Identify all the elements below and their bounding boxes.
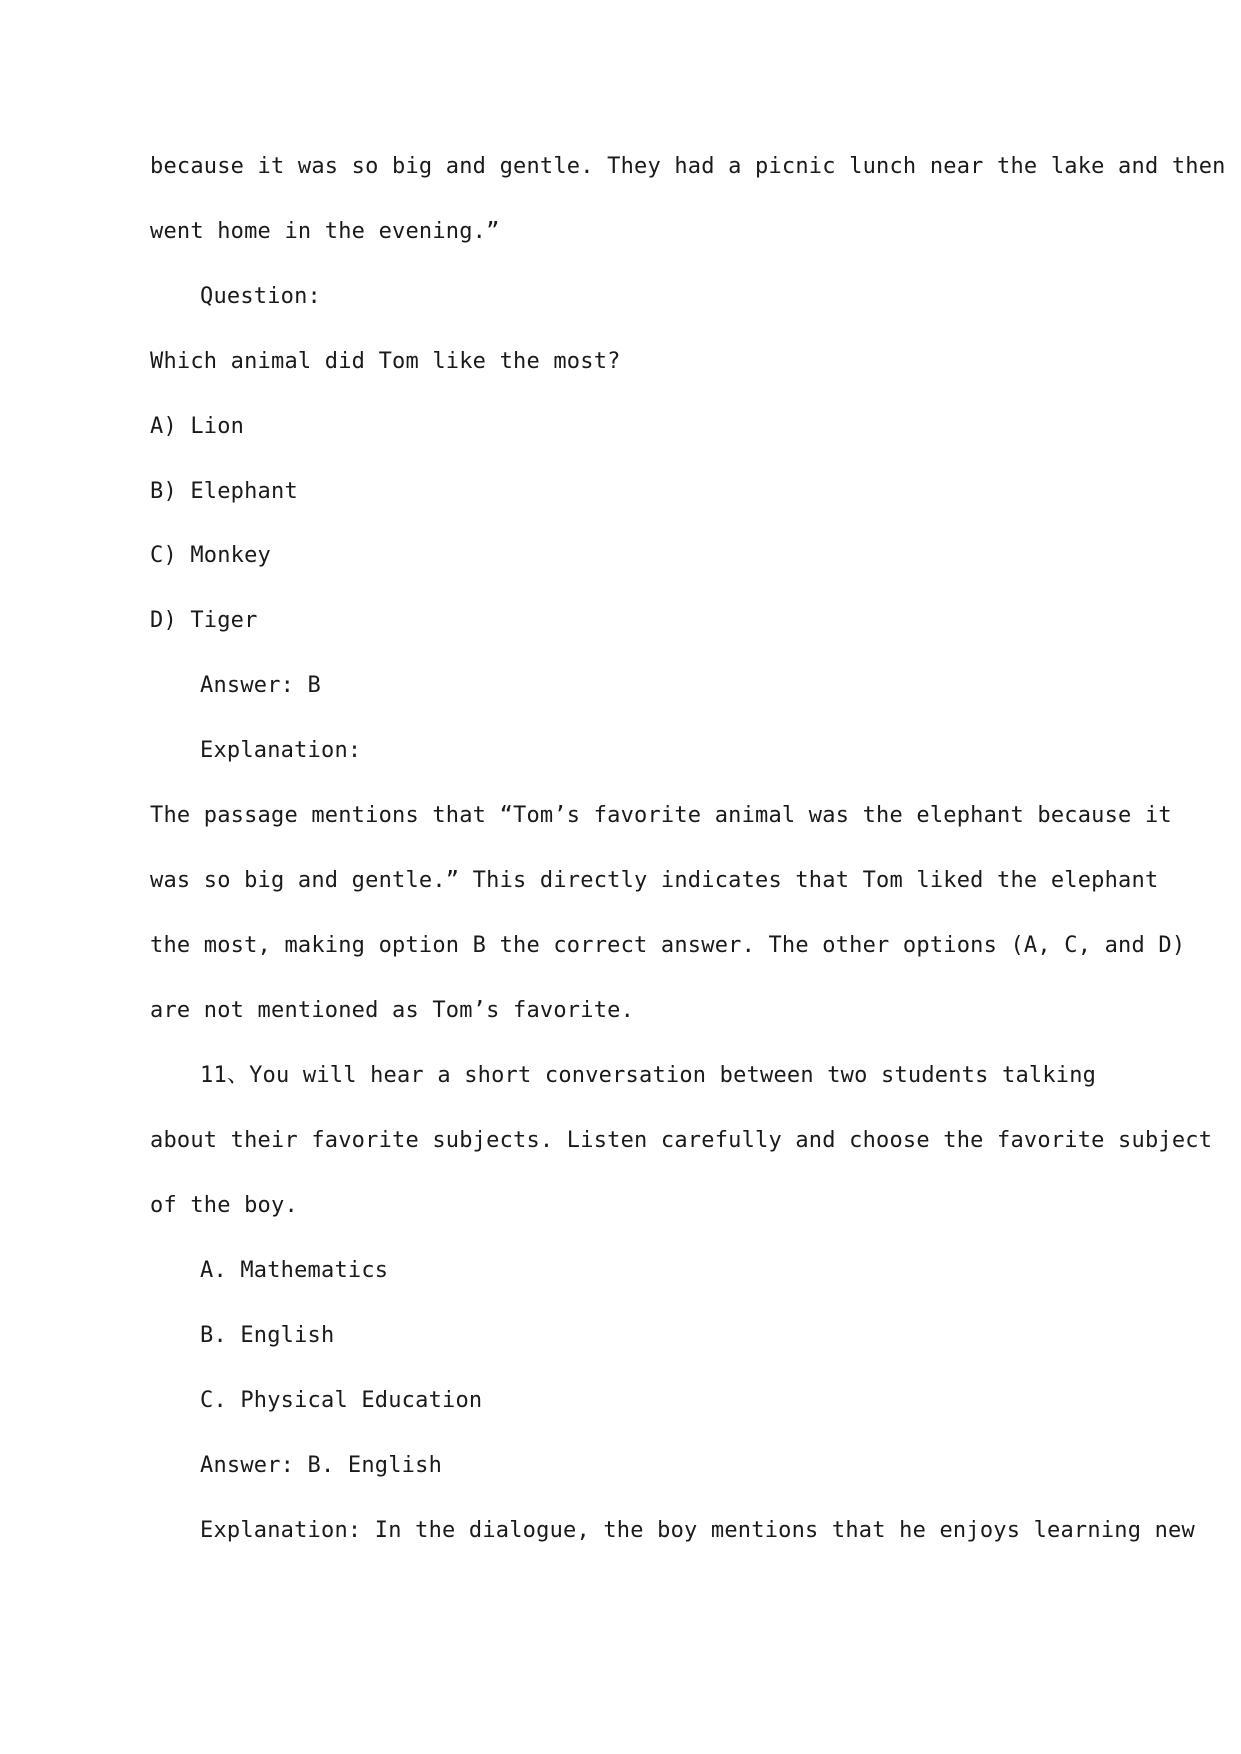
question-11-line: 11、You will hear a short conversation between two students talking [200, 1063, 1097, 1088]
option-c: C) Monkey [150, 543, 272, 568]
option-c: C. Physical Education [200, 1388, 483, 1413]
question-11-line: of the boy. [150, 1193, 298, 1218]
passage-line: because it was so big and gentle. They had a picnic lunch near the lake and then [150, 154, 1226, 179]
option-b: B) Elephant [150, 479, 298, 504]
answer-line: Answer: B [200, 673, 322, 698]
option-d: D) Tiger [150, 608, 258, 633]
answer-line: Answer: B. English [200, 1453, 443, 1478]
option-a: A. Mathematics [200, 1258, 389, 1283]
explanation-line: are not mentioned as Tom’s favorite. [150, 998, 635, 1023]
explanation-heading: Explanation: [200, 738, 362, 763]
explanation-line: the most, making option B the correct answer. The other options (A, C, and D) [150, 933, 1186, 958]
option-b: B. English [200, 1323, 335, 1348]
explanation-line: The passage mentions that “Tom’s favorite animal was the elephant because it [150, 803, 1172, 828]
explanation-line: was so big and gentle.” This directly indicates that Tom liked the elephant [150, 868, 1159, 893]
question-11-line: about their favorite subjects. Listen carefully and choose the favorite subject [150, 1128, 1213, 1153]
explanation-line: Explanation: In the dialogue, the boy mentions that he enjoys learning new [200, 1518, 1195, 1543]
question-heading: Question: [200, 284, 322, 309]
option-a: A) Lion [150, 414, 245, 439]
question-text: Which animal did Tom like the most? [150, 349, 621, 374]
passage-line: went home in the evening.” [150, 219, 500, 244]
